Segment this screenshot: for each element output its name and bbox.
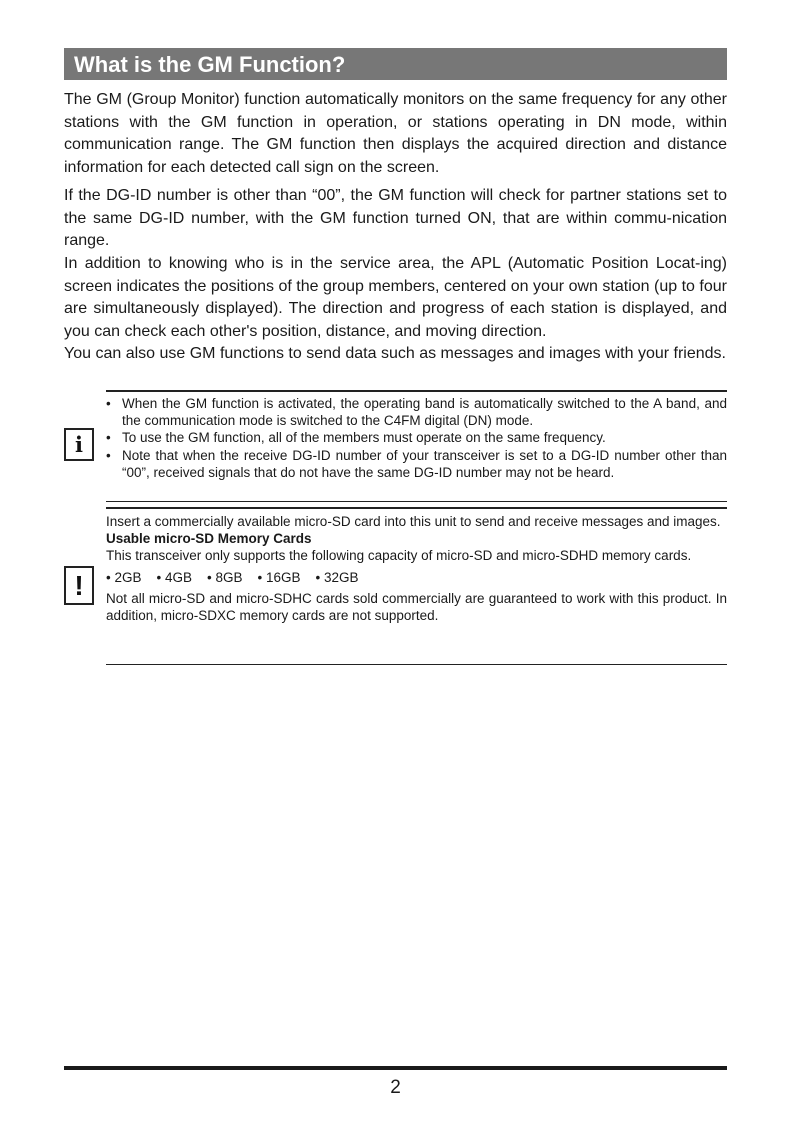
caution-note-top-rule	[106, 507, 727, 509]
footer-rule	[64, 1066, 727, 1070]
info-note-item: • When the GM function is activated, the operating band is automatically switched to the A band, and the communication mode is switched to the C4FM digital (DN) mode.	[106, 395, 727, 429]
capacity-list	[106, 569, 727, 586]
info-note-bottom-rule	[106, 501, 727, 502]
paragraph-gm-overview: The GM (Group Monitor) function automatically monitors on the same frequency for any other stations with the GM function in operation, or stations operating in DN mode, within communication range. The GM function then displays the acquired direction and distance information for each detected call sign on the screen.	[64, 91, 727, 176]
info-note-item: • Note that when the receive DG-ID number of your transceiver is set to a DG-ID number other than “00”, received signals that do not have the same DG-ID number may not be heard.	[106, 447, 727, 481]
caution-note-bottom-rule	[106, 664, 727, 665]
paragraph-apl-screen: In addition to knowing who is in the service area, the APL (Automatic Position Locat-ing) screen indicates the positions of the group members, centered on your own station (up to four are simultaneously displayed). The direction and progress of each station is displayed, and you can check each other's position, distance, and moving direction.	[64, 255, 727, 340]
caution-note	[106, 513, 727, 624]
caution-disclaimer: Not all micro-SD and micro-SDHC cards sold commercially are guaranteed to work with this product. In addition, micro-SDXC memory cards are not supported.	[106, 590, 727, 624]
paragraph-dg-id: If the DG-ID number is other than “00”, the GM function will check for partner stations set to the same DG-ID number, with the GM function turned ON, that are within commu-nication range.	[64, 187, 727, 250]
page-number: 2	[390, 1077, 401, 1098]
capacity-item: • 16GB	[257, 569, 301, 585]
caution-heading: Usable micro-SD Memory Cards	[106, 531, 312, 547]
capacity-item: • 8GB	[207, 569, 243, 585]
caution-support-text: This transceiver only supports the following capacity of micro-SD and micro-SDHD memory cards.	[106, 548, 692, 564]
capacity-item: • 4GB	[156, 569, 192, 585]
section-title: What is the GM Function?	[74, 52, 346, 77]
paragraph-send-data: You can also use GM functions to send data such as messages and images with your friends.	[64, 345, 726, 362]
info-note-list	[106, 395, 727, 481]
capacity-item: • 32GB	[315, 569, 359, 585]
exclamation-icon: !	[64, 566, 94, 605]
caution-intro: Insert a commercially available micro-SD card into this unit to send and receive messages and images.	[106, 514, 721, 529]
section-title-bar	[64, 48, 727, 80]
capacity-item: • 2GB	[106, 569, 142, 585]
info-icon: i	[64, 428, 94, 461]
info-note-top-rule	[106, 390, 727, 392]
info-note-item: • To use the GM function, all of the members must operate on the same frequency.	[106, 429, 727, 446]
